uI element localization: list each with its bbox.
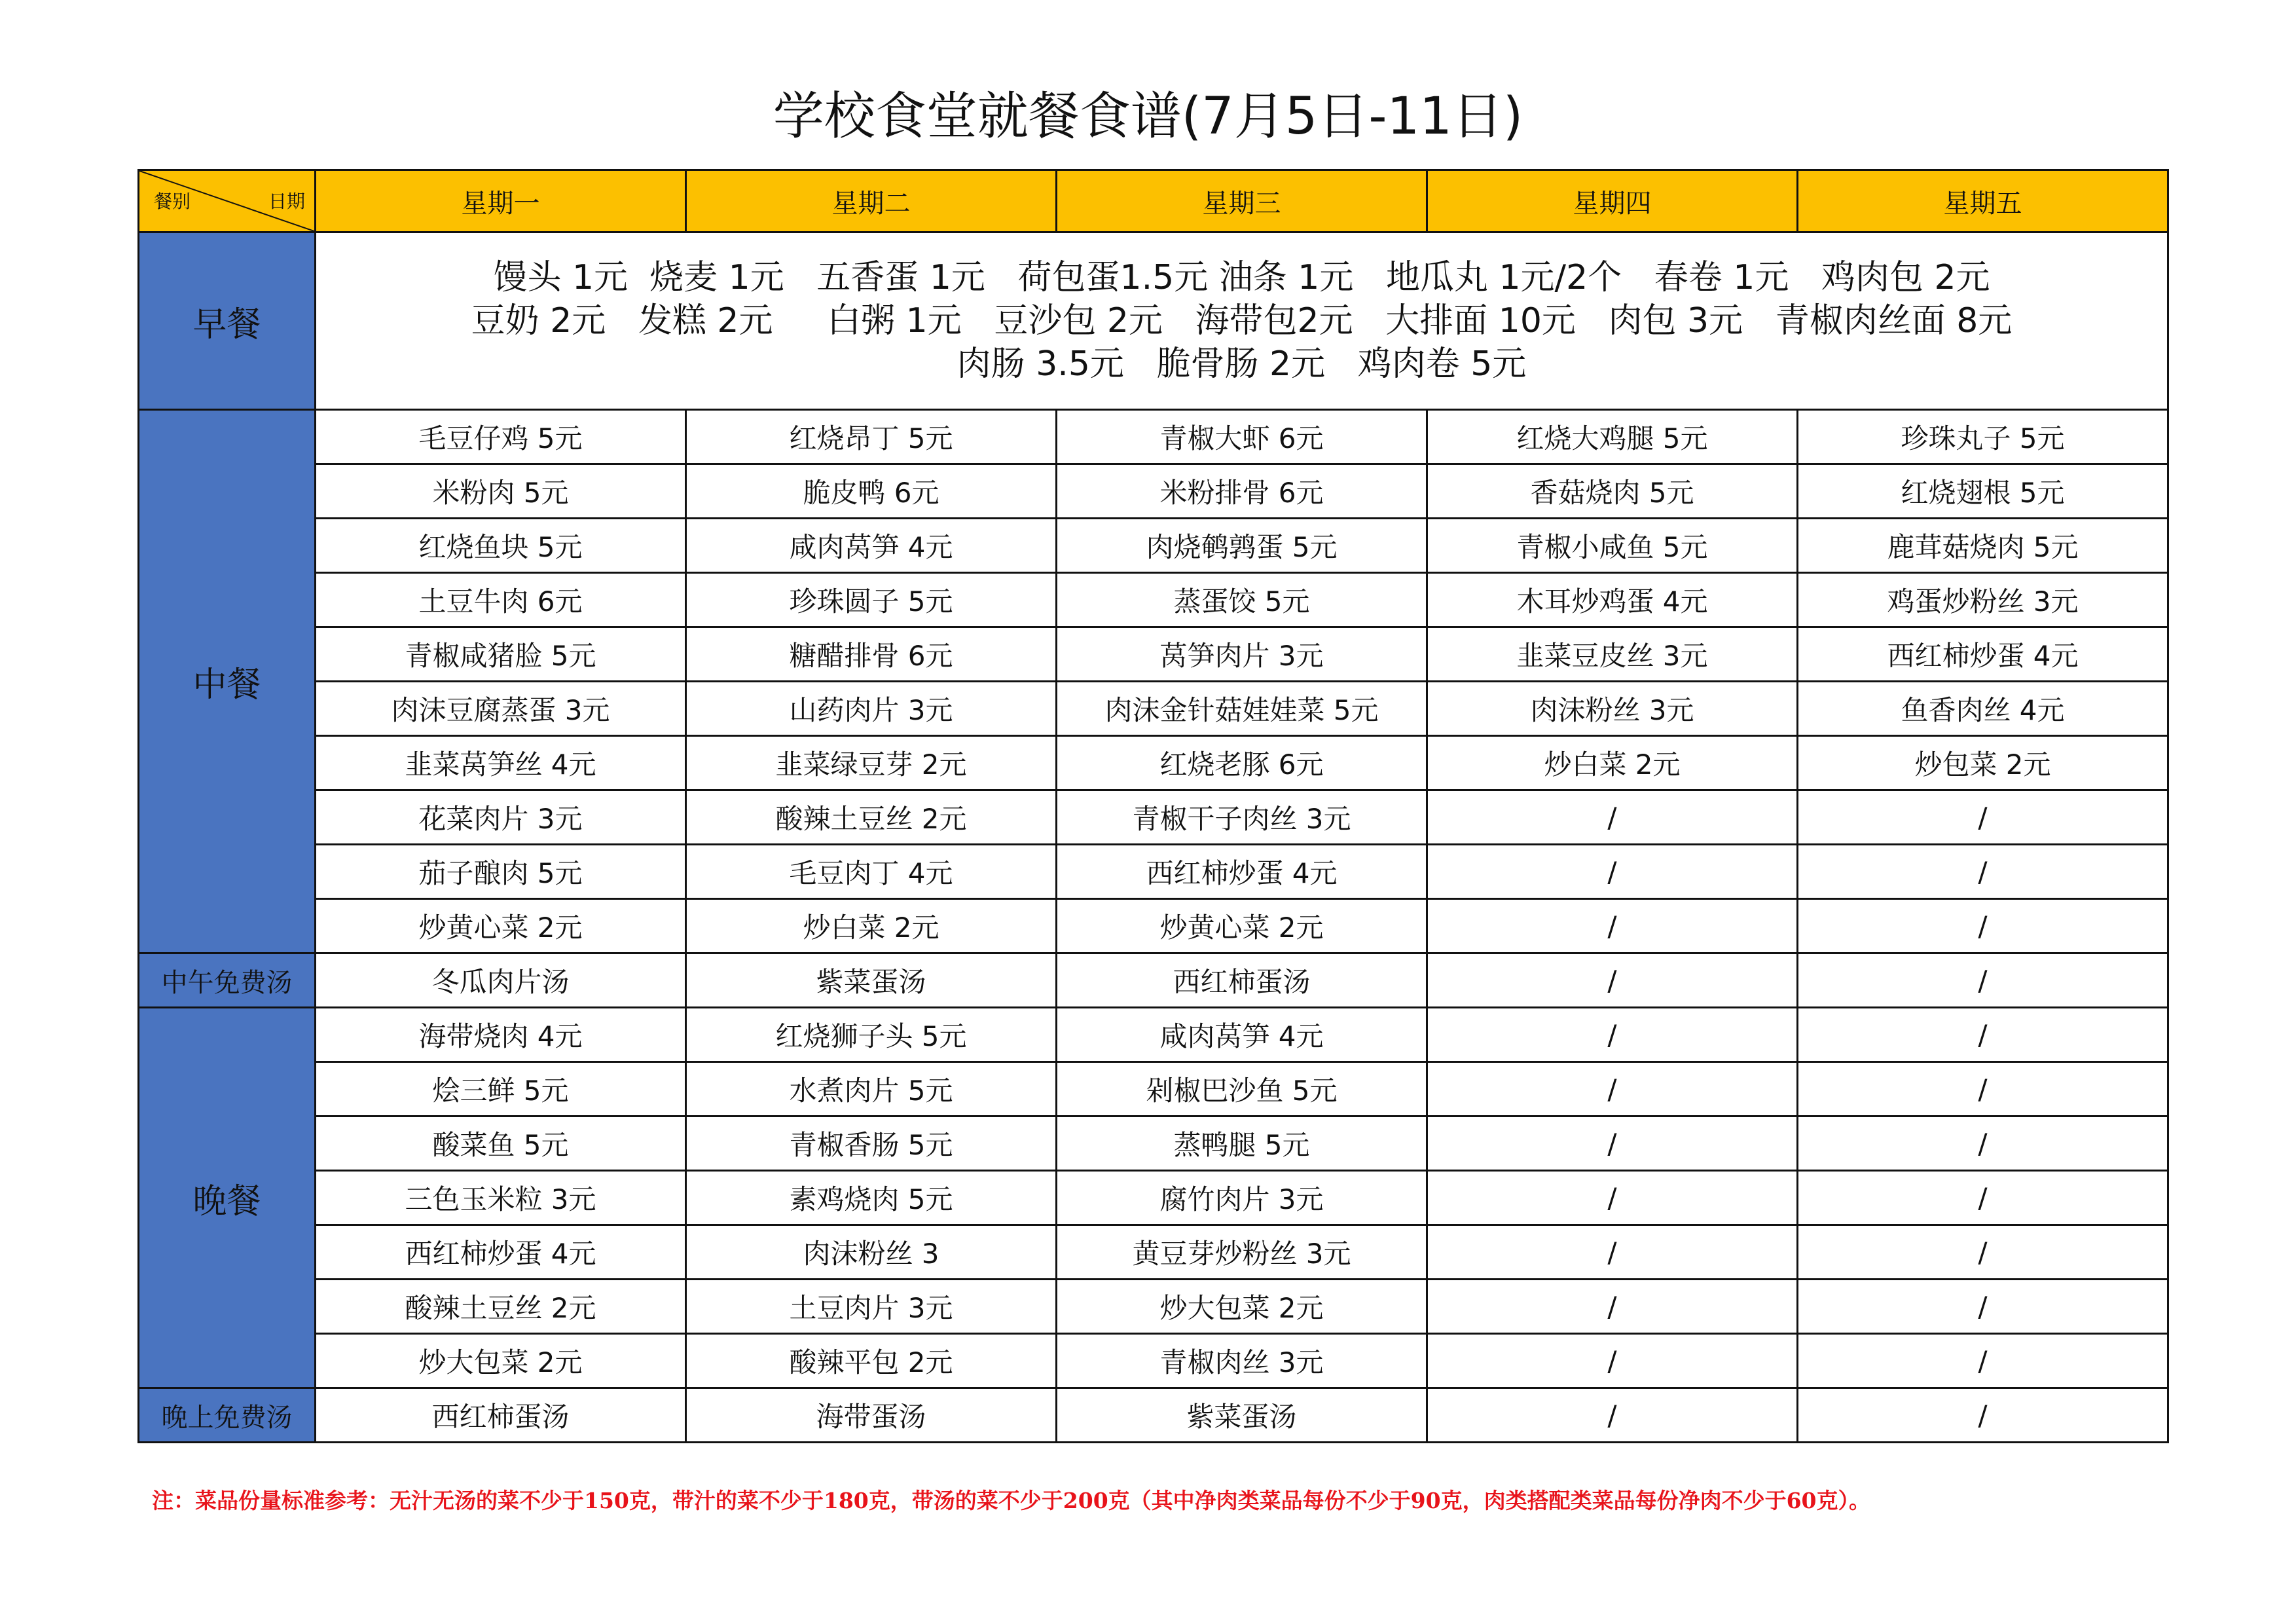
empty-cell: /	[1798, 899, 2168, 953]
menu-table	[137, 169, 2169, 1443]
day-header-tue: 星期二	[686, 170, 1057, 232]
empty-cell: /	[1427, 1171, 1798, 1225]
dish-cell: 酸辣土豆丝 2元	[316, 1280, 686, 1334]
dinner-row	[139, 1116, 2168, 1171]
breakfast-line: 豆奶 2元 发糕 2元 白粥 1元 豆沙包 2元 海带包2元 大排面 10元 肉包 3元 青椒肉丝面 8元	[471, 301, 2013, 341]
dish-cell: 珍珠丸子 5元	[1798, 410, 2168, 464]
empty-cell: /	[1427, 1388, 1798, 1443]
empty-cell: /	[1798, 1171, 2168, 1225]
dish-cell: 茄子酿肉 5元	[316, 845, 686, 899]
dish-cell: 炒黄心菜 2元	[316, 899, 686, 953]
dish-cell: 花菜肉片 3元	[316, 790, 686, 845]
lunch-row	[139, 845, 2168, 899]
corner-meal-label: 餐别	[154, 191, 191, 212]
lunch-row	[139, 790, 2168, 845]
day-header-mon: 星期一	[316, 170, 686, 232]
dinner-row	[139, 1280, 2168, 1334]
lunch-row	[139, 410, 2168, 464]
dish-cell: 鸡蛋炒粉丝 3元	[1798, 573, 2168, 627]
dish-cell: 三色玉米粒 3元	[316, 1171, 686, 1225]
dish-cell: 西红柿炒蛋 4元	[1057, 845, 1427, 899]
breakfast-label: 早餐	[139, 232, 316, 410]
lunch-row	[139, 519, 2168, 573]
dinner-row	[139, 1008, 2168, 1062]
empty-cell: /	[1798, 1388, 2168, 1443]
dish-cell: 咸肉莴笋 4元	[686, 519, 1057, 573]
soup-cell: 紫菜蛋汤	[686, 953, 1057, 1008]
dish-cell: 蒸鸭腿 5元	[1057, 1116, 1427, 1171]
dish-cell: 珍珠圆子 5元	[686, 573, 1057, 627]
dinner-soup-row	[139, 1388, 2168, 1443]
empty-cell: /	[1427, 1280, 1798, 1334]
soup-cell: 海带蛋汤	[686, 1388, 1057, 1443]
dish-cell: 炒包菜 2元	[1798, 736, 2168, 790]
dish-cell: 肉沫粉丝 3元	[1427, 682, 1798, 736]
dish-cell: 咸肉莴笋 4元	[1057, 1008, 1427, 1062]
day-header-wed: 星期三	[1057, 170, 1427, 232]
dish-cell: 红烧狮子头 5元	[686, 1008, 1057, 1062]
empty-cell: /	[1427, 1116, 1798, 1171]
dish-cell: 剁椒巴沙鱼 5元	[1057, 1062, 1427, 1116]
soup-cell: 紫菜蛋汤	[1057, 1388, 1427, 1443]
empty-cell: /	[1798, 1008, 2168, 1062]
empty-cell: /	[1427, 790, 1798, 845]
dish-cell: 肉沫金针菇娃娃菜 5元	[1057, 682, 1427, 736]
empty-cell: /	[1427, 1008, 1798, 1062]
portion-note: 注：菜品份量标准参考：无汁无汤的菜不少于150克，带汁的菜不少于180克，带汤的菜不少于200克（其中净肉类菜品每份不少于90克，肉类搭配类菜品每份净肉不少于60克）。	[152, 1488, 1870, 1513]
dish-cell: 木耳炒鸡蛋 4元	[1427, 573, 1798, 627]
empty-cell: /	[1798, 1062, 2168, 1116]
dish-cell: 肉沫豆腐蒸蛋 3元	[316, 682, 686, 736]
dinner-label: 晚餐	[139, 1008, 316, 1388]
dish-cell: 炒大包菜 2元	[1057, 1280, 1427, 1334]
empty-cell: /	[1798, 1280, 2168, 1334]
soup-cell: 西红柿蛋汤	[1057, 953, 1427, 1008]
dish-cell: 青椒香肠 5元	[686, 1116, 1057, 1171]
empty-cell: /	[1427, 1334, 1798, 1388]
dish-cell: 青椒咸猪脸 5元	[316, 627, 686, 682]
empty-cell: /	[1798, 1334, 2168, 1388]
dish-cell: 山药肉片 3元	[686, 682, 1057, 736]
dish-cell: 炒白菜 2元	[1427, 736, 1798, 790]
empty-cell: /	[1427, 1062, 1798, 1116]
lunch-soup-label: 中午免费汤	[139, 953, 316, 1008]
dish-cell: 青椒肉丝 3元	[1057, 1334, 1427, 1388]
corner-cell	[139, 170, 316, 232]
dish-cell: 海带烧肉 4元	[316, 1008, 686, 1062]
dish-cell: 西红柿炒蛋 4元	[1798, 627, 2168, 682]
dish-cell: 土豆肉片 3元	[686, 1280, 1057, 1334]
dish-cell: 脆皮鸭 6元	[686, 464, 1057, 519]
lunch-row	[139, 627, 2168, 682]
dish-cell: 韭菜莴笋丝 4元	[316, 736, 686, 790]
dish-cell: 素鸡烧肉 5元	[686, 1171, 1057, 1225]
dinner-row	[139, 1225, 2168, 1280]
empty-cell: /	[1798, 1225, 2168, 1280]
dinner-row	[139, 1334, 2168, 1388]
dish-cell: 米粉肉 5元	[316, 464, 686, 519]
dish-cell: 红烧鱼块 5元	[316, 519, 686, 573]
dish-cell: 酸辣土豆丝 2元	[686, 790, 1057, 845]
day-header-fri: 星期五	[1798, 170, 2168, 232]
dish-cell: 蒸蛋饺 5元	[1057, 573, 1427, 627]
lunch-soup-row	[139, 953, 2168, 1008]
empty-cell: /	[1427, 845, 1798, 899]
dish-cell: 毛豆仔鸡 5元	[316, 410, 686, 464]
dish-cell: 炒大包菜 2元	[316, 1334, 686, 1388]
lunch-row	[139, 736, 2168, 790]
empty-cell: /	[1798, 845, 2168, 899]
lunch-label: 中餐	[139, 410, 316, 953]
dish-cell: 黄豆芽炒粉丝 3元	[1057, 1225, 1427, 1280]
empty-cell: /	[1798, 790, 2168, 845]
breakfast-row	[139, 232, 2168, 410]
dish-cell: 韭菜豆皮丝 3元	[1427, 627, 1798, 682]
lunch-row	[139, 899, 2168, 953]
breakfast-line: 馒头 1元 烧麦 1元 五香蛋 1元 荷包蛋1.5元 油条 1元 地瓜丸 1元/2个 春卷 1元 鸡肉包 2元	[493, 258, 1990, 297]
dish-cell: 炒白菜 2元	[686, 899, 1057, 953]
dish-cell: 青椒小咸鱼 5元	[1427, 519, 1798, 573]
dinner-row	[139, 1062, 2168, 1116]
dish-cell: 糖醋排骨 6元	[686, 627, 1057, 682]
dish-cell: 莴笋肉片 3元	[1057, 627, 1427, 682]
dish-cell: 炒黄心菜 2元	[1057, 899, 1427, 953]
empty-cell: /	[1427, 899, 1798, 953]
dish-cell: 烩三鲜 5元	[316, 1062, 686, 1116]
dinner-soup-label: 晚上免费汤	[139, 1388, 316, 1443]
dish-cell: 鹿茸菇烧肉 5元	[1798, 519, 2168, 573]
dish-cell: 红烧老豚 6元	[1057, 736, 1427, 790]
day-header-thu: 星期四	[1427, 170, 1798, 232]
dinner-row	[139, 1171, 2168, 1225]
dish-cell: 青椒大虾 6元	[1057, 410, 1427, 464]
lunch-row	[139, 682, 2168, 736]
dish-cell: 红烧昂丁 5元	[686, 410, 1057, 464]
dish-cell: 毛豆肉丁 4元	[686, 845, 1057, 899]
lunch-row	[139, 464, 2168, 519]
header-row	[139, 170, 2168, 232]
breakfast-menu	[316, 232, 2168, 410]
dish-cell: 水煮肉片 5元	[686, 1062, 1057, 1116]
dish-cell: 红烧翅根 5元	[1798, 464, 2168, 519]
dish-cell: 红烧大鸡腿 5元	[1427, 410, 1798, 464]
dish-cell: 青椒干子肉丝 3元	[1057, 790, 1427, 845]
dish-cell: 土豆牛肉 6元	[316, 573, 686, 627]
soup-cell: 冬瓜肉片汤	[316, 953, 686, 1008]
dish-cell: 酸菜鱼 5元	[316, 1116, 686, 1171]
dish-cell: 肉沫粉丝 3	[686, 1225, 1057, 1280]
empty-cell: /	[1427, 1225, 1798, 1280]
soup-cell: 西红柿蛋汤	[316, 1388, 686, 1443]
empty-cell: /	[1798, 1116, 2168, 1171]
dish-cell: 米粉排骨 6元	[1057, 464, 1427, 519]
dish-cell: 酸辣平包 2元	[686, 1334, 1057, 1388]
lunch-row	[139, 573, 2168, 627]
dish-cell: 肉烧鹌鹑蛋 5元	[1057, 519, 1427, 573]
dish-cell: 韭菜绿豆芽 2元	[686, 736, 1057, 790]
breakfast-line: 肉肠 3.5元 脆骨肠 2元 鸡肉卷 5元	[957, 344, 1527, 384]
dish-cell: 鱼香肉丝 4元	[1798, 682, 2168, 736]
dish-cell: 香菇烧肉 5元	[1427, 464, 1798, 519]
corner-date-label: 日期	[268, 191, 305, 212]
dish-cell: 西红柿炒蛋 4元	[316, 1225, 686, 1280]
empty-cell: /	[1427, 953, 1798, 1008]
empty-cell: /	[1798, 953, 2168, 1008]
dish-cell: 腐竹肉片 3元	[1057, 1171, 1427, 1225]
page-title: 学校食堂就餐食谱(7月5日-11日)	[773, 87, 1523, 146]
